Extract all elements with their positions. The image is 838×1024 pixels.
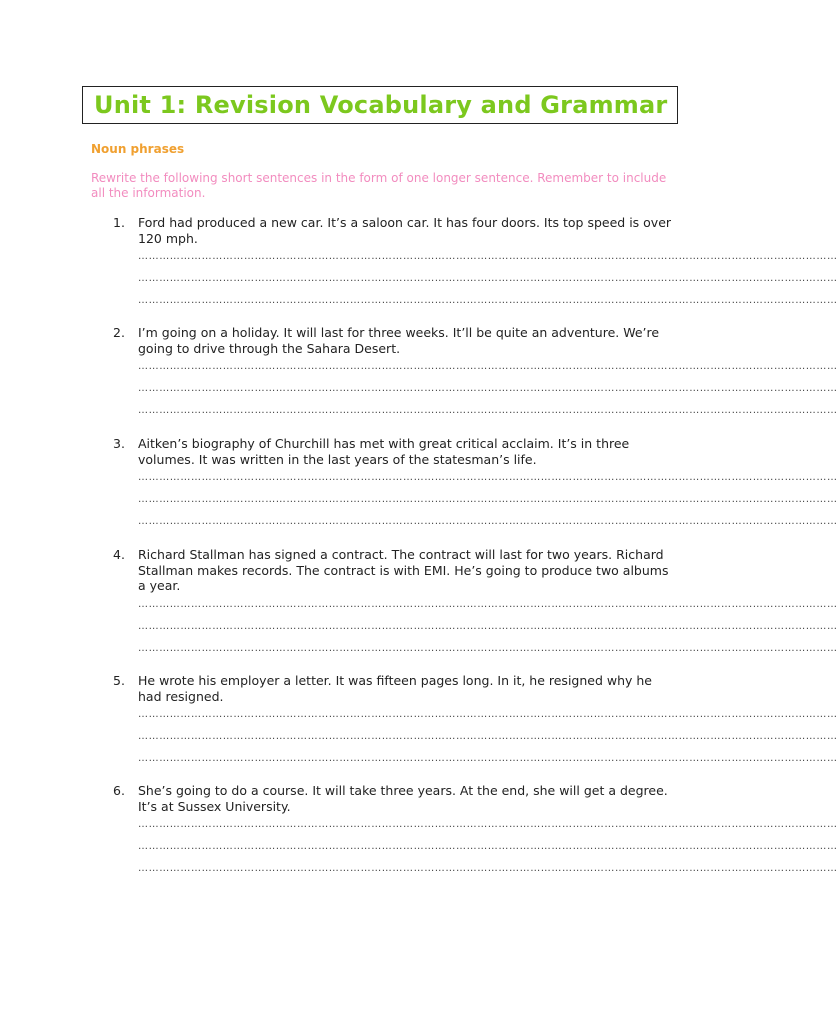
instructions: Rewrite the following short sentences in the form of one longer sentence. Remember to include all the information. [91,171,667,200]
exercise-number: 2. [113,325,125,340]
exercise-text: Aitken’s biography of Churchill has met with great critical acclaim. It’s in three volumes. It was written in the last years of the statesman’s life. [138,436,630,467]
answer-line[interactable]: ……………………………………………………………………………………………………………………………………………………………………………… [138,516,838,527]
answer-line[interactable]: ……………………………………………………………………………………………………………………………………………………………………………… [138,598,838,610]
exercise-1 [113,215,838,312]
page-title: Unit 1: Revision Vocabulary and Grammar [94,91,668,119]
exercise-number: 6. [113,783,125,798]
answer-line[interactable]: ……………………………………………………………………………………………………………………………………………………………………………… [138,863,838,874]
exercise-number: 3. [113,436,125,451]
exercise-2 [113,325,838,422]
answer-line[interactable]: ……………………………………………………………………………………………………………………………………………………………………………… [138,295,838,306]
exercise-text: Ford had produced a new car. It’s a saloon car. It has four doors. Its top speed is over 120 mph. [138,215,672,246]
exercise-text: He wrote his employer a letter. It was fifteen pages long. In it, he resigned why he had resigned. [138,673,653,704]
answer-line[interactable]: ……………………………………………………………………………………………………………………………………………………………………………… [138,753,838,764]
answer-line[interactable]: ……………………………………………………………………………………………………………………………………………………………………………… [138,251,838,262]
answer-line[interactable]: ……………………………………………………………………………………………………………………………………………………………………………… [138,620,838,632]
answer-line[interactable]: ……………………………………………………………………………………………………………………………………………………………………………… [138,494,838,505]
title-box [82,86,678,124]
exercise-number: 5. [113,673,125,688]
exercise-5 [113,673,838,770]
answer-line[interactable]: ……………………………………………………………………………………………………………………………………………………………………………… [138,361,838,372]
answer-line[interactable]: ……………………………………………………………………………………………………………………………………………………………………………… [138,472,838,483]
exercise-6 [113,783,838,880]
answer-line[interactable]: ……………………………………………………………………………………………………………………………………………………………………………… [138,819,838,830]
answer-line[interactable]: ……………………………………………………………………………………………………………………………………………………………………………… [138,273,838,284]
answer-line[interactable]: ……………………………………………………………………………………………………………………………………………………………………………… [138,841,838,852]
exercise-text: Richard Stallman has signed a contract. The contract will last for two years. Richard Stallman makes records. The contract is with EMI. He’s going to produce two albums a year. [138,547,669,593]
answer-line[interactable]: ……………………………………………………………………………………………………………………………………………………………………………… [138,405,838,416]
exercise-number: 4. [113,547,125,562]
section-heading: Noun phrases [91,142,185,156]
exercise-text: I’m going on a holiday. It will last for three weeks. It’ll be quite an adventure. We’re going to drive through the Sahara Desert. [138,325,660,356]
answer-line[interactable]: ……………………………………………………………………………………………………………………………………………………………………………… [138,642,838,654]
exercise-3 [113,436,838,533]
exercise-text: She’s going to do a course. It will take three years. At the end, she will get a degree. It’s at Sussex University. [138,783,668,814]
answer-line[interactable]: ……………………………………………………………………………………………………………………………………………………………………………… [138,709,838,720]
exercise-number: 1. [113,215,125,230]
answer-line[interactable]: ……………………………………………………………………………………………………………………………………………………………………………… [138,383,838,394]
answer-line[interactable]: ……………………………………………………………………………………………………………………………………………………………………………… [138,731,838,742]
exercise-4 [113,547,838,660]
